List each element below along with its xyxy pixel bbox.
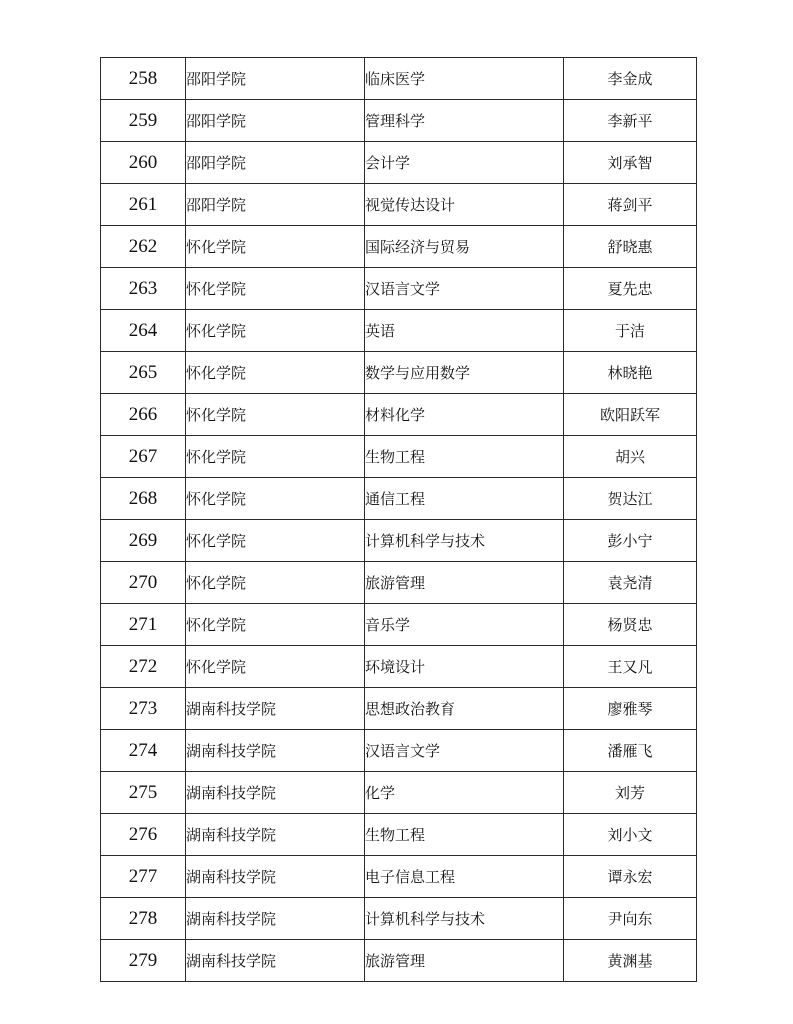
table-row — [101, 394, 697, 436]
person-name-cell: 潘雁飞 — [564, 730, 697, 772]
major-cell: 通信工程 — [365, 478, 564, 520]
school-cell: 怀化学院 — [186, 352, 365, 394]
table-row — [101, 562, 697, 604]
table-row — [101, 646, 697, 688]
major-cell: 电子信息工程 — [365, 856, 564, 898]
table-row — [101, 58, 697, 100]
major-cell: 计算机科学与技术 — [365, 520, 564, 562]
table-row — [101, 100, 697, 142]
school-cell: 湖南科技学院 — [186, 730, 365, 772]
table-row — [101, 310, 697, 352]
row-number-cell: 277 — [101, 856, 186, 898]
person-name-cell: 尹向东 — [564, 898, 697, 940]
person-name-cell: 李金成 — [564, 58, 697, 100]
person-name-cell: 蒋剑平 — [564, 184, 697, 226]
person-name-cell: 黄渊基 — [564, 940, 697, 982]
table-row — [101, 604, 697, 646]
person-name-cell: 于洁 — [564, 310, 697, 352]
major-cell: 汉语言文学 — [365, 268, 564, 310]
row-number-cell: 262 — [101, 226, 186, 268]
school-cell: 怀化学院 — [186, 478, 365, 520]
row-number-cell: 275 — [101, 772, 186, 814]
table-row — [101, 184, 697, 226]
major-cell: 音乐学 — [365, 604, 564, 646]
school-cell: 湖南科技学院 — [186, 898, 365, 940]
row-number-cell: 264 — [101, 310, 186, 352]
person-name-cell: 刘小文 — [564, 814, 697, 856]
table-row — [101, 856, 697, 898]
major-cell: 生物工程 — [365, 436, 564, 478]
row-number-cell: 270 — [101, 562, 186, 604]
major-cell: 会计学 — [365, 142, 564, 184]
table-row — [101, 772, 697, 814]
major-cell: 计算机科学与技术 — [365, 898, 564, 940]
row-number-cell: 265 — [101, 352, 186, 394]
major-cell: 数学与应用数学 — [365, 352, 564, 394]
person-name-cell: 杨贤忠 — [564, 604, 697, 646]
school-cell: 湖南科技学院 — [186, 856, 365, 898]
row-number-cell: 278 — [101, 898, 186, 940]
row-number-cell: 272 — [101, 646, 186, 688]
school-cell: 怀化学院 — [186, 436, 365, 478]
school-cell: 怀化学院 — [186, 520, 365, 562]
person-name-cell: 舒晓惠 — [564, 226, 697, 268]
row-number-cell: 269 — [101, 520, 186, 562]
school-cell: 怀化学院 — [186, 646, 365, 688]
person-name-cell: 夏先忠 — [564, 268, 697, 310]
roster-table — [100, 57, 697, 982]
row-number-cell: 263 — [101, 268, 186, 310]
person-name-cell: 刘芳 — [564, 772, 697, 814]
table-row — [101, 436, 697, 478]
person-name-cell: 谭永宏 — [564, 856, 697, 898]
person-name-cell: 李新平 — [564, 100, 697, 142]
major-cell: 临床医学 — [365, 58, 564, 100]
major-cell: 旅游管理 — [365, 562, 564, 604]
person-name-cell: 王又凡 — [564, 646, 697, 688]
row-number-cell: 279 — [101, 940, 186, 982]
row-number-cell: 274 — [101, 730, 186, 772]
table-row — [101, 688, 697, 730]
table-row — [101, 268, 697, 310]
school-cell: 怀化学院 — [186, 394, 365, 436]
row-number-cell: 260 — [101, 142, 186, 184]
school-cell: 怀化学院 — [186, 310, 365, 352]
major-cell: 旅游管理 — [365, 940, 564, 982]
person-name-cell: 欧阳跃军 — [564, 394, 697, 436]
school-cell: 邵阳学院 — [186, 58, 365, 100]
row-number-cell: 266 — [101, 394, 186, 436]
major-cell: 环境设计 — [365, 646, 564, 688]
school-cell: 邵阳学院 — [186, 142, 365, 184]
school-cell: 邵阳学院 — [186, 184, 365, 226]
person-name-cell: 胡兴 — [564, 436, 697, 478]
school-cell: 湖南科技学院 — [186, 814, 365, 856]
major-cell: 英语 — [365, 310, 564, 352]
person-name-cell: 彭小宁 — [564, 520, 697, 562]
major-cell: 思想政治教育 — [365, 688, 564, 730]
table-row — [101, 814, 697, 856]
school-cell: 怀化学院 — [186, 604, 365, 646]
table-row — [101, 940, 697, 982]
school-cell: 怀化学院 — [186, 562, 365, 604]
row-number-cell: 268 — [101, 478, 186, 520]
table-row — [101, 352, 697, 394]
table-row — [101, 142, 697, 184]
school-cell: 湖南科技学院 — [186, 940, 365, 982]
person-name-cell: 廖雅琴 — [564, 688, 697, 730]
major-cell: 材料化学 — [365, 394, 564, 436]
major-cell: 汉语言文学 — [365, 730, 564, 772]
school-cell: 怀化学院 — [186, 268, 365, 310]
row-number-cell: 259 — [101, 100, 186, 142]
table-row — [101, 478, 697, 520]
table-row — [101, 898, 697, 940]
row-number-cell: 271 — [101, 604, 186, 646]
roster-table-body — [101, 58, 697, 982]
row-number-cell: 261 — [101, 184, 186, 226]
major-cell: 生物工程 — [365, 814, 564, 856]
person-name-cell: 袁尧清 — [564, 562, 697, 604]
major-cell: 视觉传达设计 — [365, 184, 564, 226]
school-cell: 邵阳学院 — [186, 100, 365, 142]
school-cell: 湖南科技学院 — [186, 772, 365, 814]
school-cell: 湖南科技学院 — [186, 688, 365, 730]
table-row — [101, 730, 697, 772]
table-row — [101, 226, 697, 268]
table-row — [101, 520, 697, 562]
major-cell: 化学 — [365, 772, 564, 814]
school-cell: 怀化学院 — [186, 226, 365, 268]
row-number-cell: 273 — [101, 688, 186, 730]
row-number-cell: 267 — [101, 436, 186, 478]
row-number-cell: 258 — [101, 58, 186, 100]
person-name-cell: 贺达江 — [564, 478, 697, 520]
major-cell: 国际经济与贸易 — [365, 226, 564, 268]
person-name-cell: 刘承智 — [564, 142, 697, 184]
person-name-cell: 林晓艳 — [564, 352, 697, 394]
row-number-cell: 276 — [101, 814, 186, 856]
major-cell: 管理科学 — [365, 100, 564, 142]
